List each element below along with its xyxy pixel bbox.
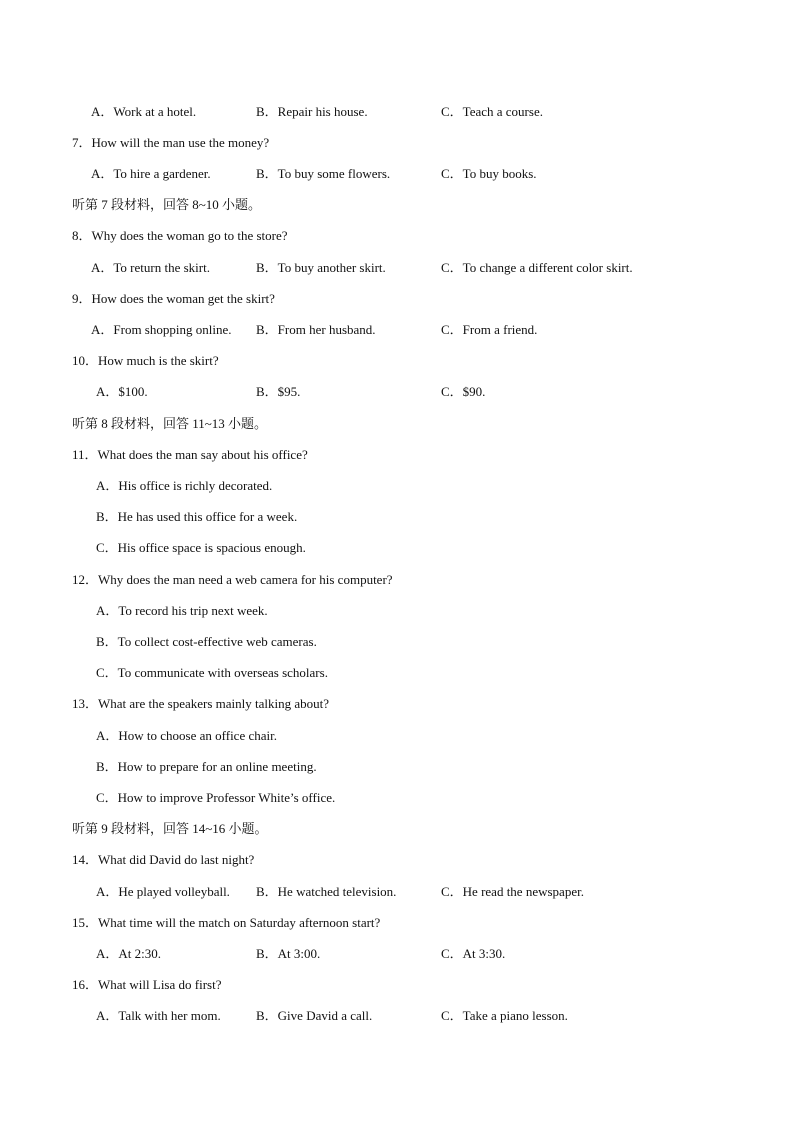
q13-option-c: C．How to improve Professor White’s office. xyxy=(96,790,336,805)
q6-option-b: B．Repair his house. xyxy=(256,104,368,119)
q12-option-b: B．To collect cost-effective web cameras. xyxy=(96,634,317,649)
q7-option-c: C．To buy books. xyxy=(441,166,537,181)
section-7-heading: 听第 7 段材料，回答 8~10 小题。 xyxy=(72,197,262,212)
q15-option-b: B．At 3:00. xyxy=(256,946,321,961)
q13-option-a: A．How to choose an office chair. xyxy=(96,728,277,743)
q13-option-b: B．How to prepare for an online meeting. xyxy=(96,759,317,774)
q9-question: 9．How does the woman get the skirt? xyxy=(72,291,275,306)
q7-option-b: B．To buy some flowers. xyxy=(256,166,391,181)
q14-option-b: B．He watched television. xyxy=(256,884,397,899)
q14-option-a: A．He played volleyball. xyxy=(96,884,230,899)
q8-question: 8．Why does the woman go to the store? xyxy=(72,228,288,243)
q9-option-b: B．From her husband. xyxy=(256,322,376,337)
section-9-heading: 听第 9 段材料，回答 14~16 小题。 xyxy=(72,821,268,836)
q10-option-a: A．$100. xyxy=(96,384,148,399)
q16-option-c: C．Take a piano lesson. xyxy=(441,1008,568,1023)
q16-option-b: B．Give David a call. xyxy=(256,1008,373,1023)
q11-option-a: A．His office is richly decorated. xyxy=(96,478,273,493)
q10-option-c: C．$90. xyxy=(441,384,486,399)
q16-option-a: A．Talk with her mom. xyxy=(96,1008,221,1023)
q8-option-b: B．To buy another skirt. xyxy=(256,260,386,275)
q7-option-a: A．To hire a gardener. xyxy=(91,166,211,181)
q8-option-c: C．To change a different color skirt. xyxy=(441,260,633,275)
q13-question: 13．What are the speakers mainly talking about? xyxy=(72,696,330,711)
q12-question: 12．Why does the man need a web camera for his computer? xyxy=(72,572,393,587)
q15-question: 15．What time will the match on Saturday afternoon start? xyxy=(72,915,381,930)
q12-option-a: A．To record his trip next week. xyxy=(96,603,268,618)
q7-question: 7．How will the man use the money? xyxy=(72,135,270,150)
q11-option-c: C．His office space is spacious enough. xyxy=(96,540,306,555)
q12-option-c: C．To communicate with overseas scholars. xyxy=(96,665,328,680)
q11-option-b: B．He has used this office for a week. xyxy=(96,509,298,524)
q15-option-c: C．At 3:30. xyxy=(441,946,506,961)
q14-option-c: C．He read the newspaper. xyxy=(441,884,584,899)
section-8-heading: 听第 8 段材料，回答 11~13 小题。 xyxy=(72,416,268,431)
q15-option-a: A．At 2:30. xyxy=(96,946,162,961)
q9-option-c: C．From a friend. xyxy=(441,322,538,337)
q6-option-a: A．Work at a hotel. xyxy=(91,104,197,119)
q6-option-c: C．Teach a course. xyxy=(441,104,543,119)
q14-question: 14．What did David do last night? xyxy=(72,852,255,867)
q16-question: 16．What will Lisa do first? xyxy=(72,977,222,992)
q10-option-b: B．$95. xyxy=(256,384,301,399)
q9-option-a: A．From shopping online. xyxy=(91,322,232,337)
q11-question: 11．What does the man say about his office? xyxy=(72,447,308,462)
q8-option-a: A．To return the skirt. xyxy=(91,260,210,275)
q10-question: 10．How much is the skirt? xyxy=(72,353,219,368)
